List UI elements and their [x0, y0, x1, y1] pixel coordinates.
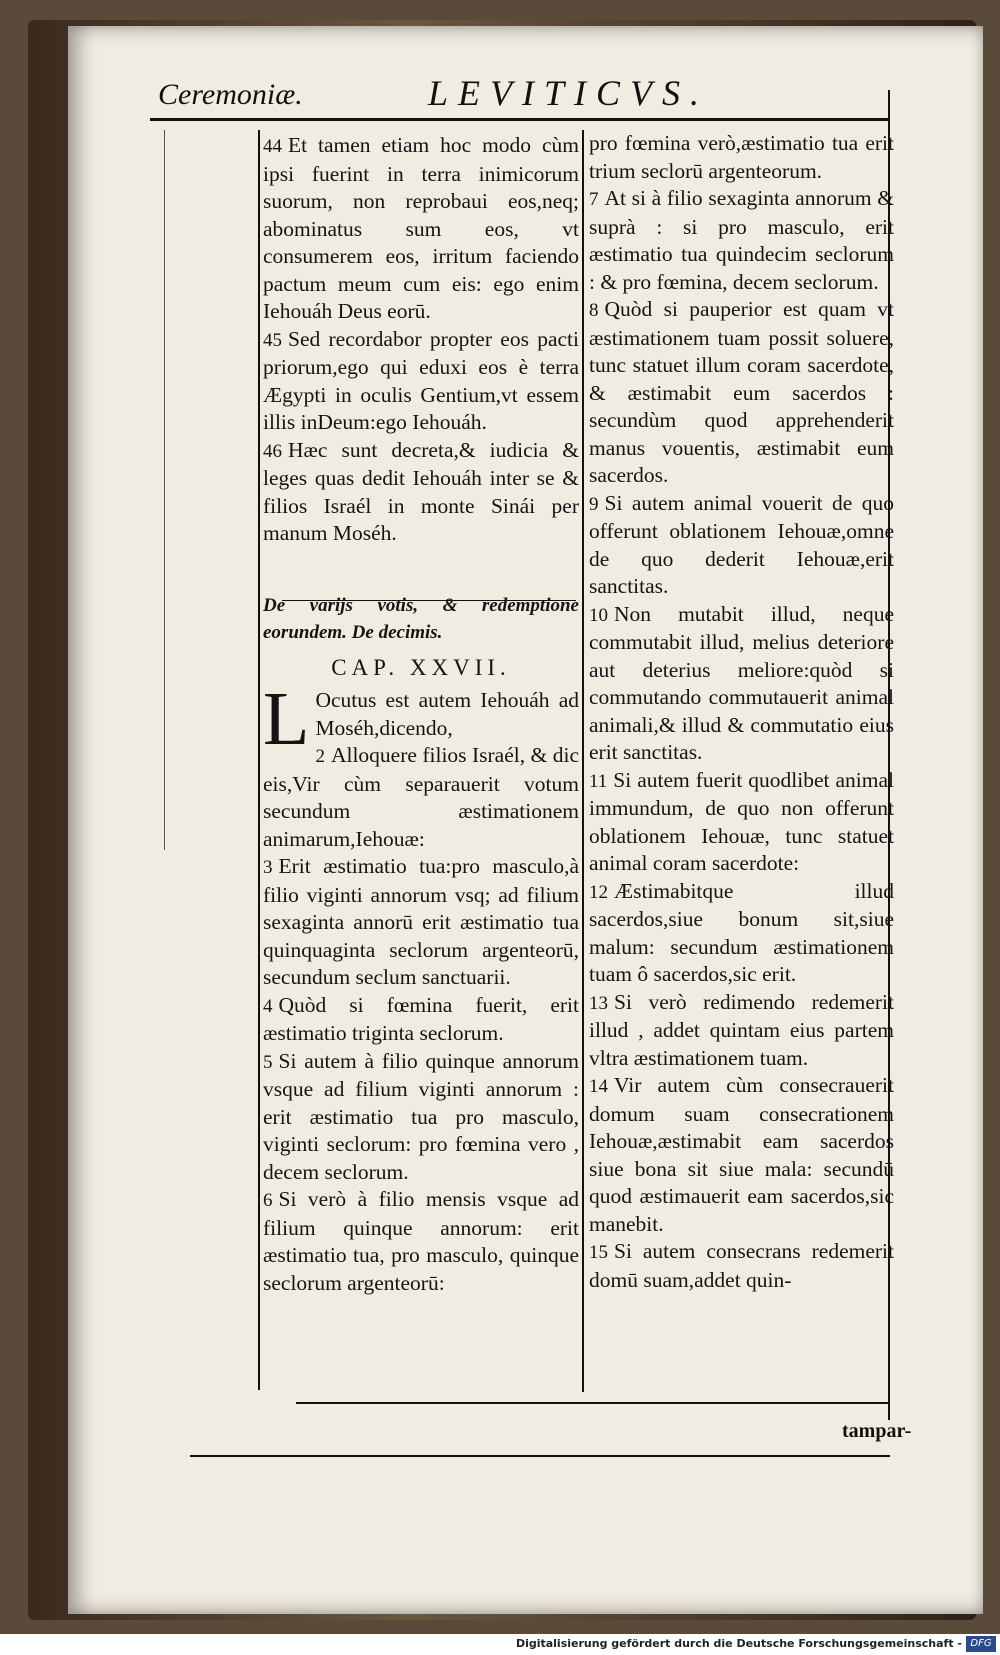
verse-number: 14	[589, 1076, 608, 1097]
verse-10	[589, 601, 894, 767]
running-head-left: Ceremoniæ.	[158, 78, 303, 111]
verse-text: Si autem fuerit quodlibet animal immundum, de quo non offerunt oblationem Iehouæ, tunc statuet animal coram sacerdote:	[589, 767, 894, 875]
verse-text: Si autem à filio quinque annorum vsque ad filium viginti annorum : erit æstimatio tua pro masculo, viginti seclorum: pro fœmina vero , decem seclorum.	[263, 1048, 579, 1184]
verse-number: 2	[315, 746, 325, 767]
verse-number: 6	[263, 1190, 273, 1211]
verse-number: 7	[589, 189, 599, 210]
verse-12	[589, 878, 894, 989]
verse-45	[263, 326, 579, 437]
verse-11	[589, 767, 894, 878]
verse-number: 5	[263, 1051, 273, 1073]
chapter-summary: De varijs votis, & redemptione eorundem. De decimis.	[263, 594, 579, 643]
verse-text: Si autem animal vouerit de quo offerunt oblationem Iehouæ,omne de quo dederit Iehouæ,erit sanctitas.	[589, 490, 894, 598]
dfg-logo-icon: DFG	[966, 1636, 996, 1652]
verse-text: Non mutabit illud, neque commutabit illud, melius deteriore aut deterius meliore:quòd si commutando commutauerit animal animali,& illud & commutatio eius erit sanctitas.	[589, 601, 894, 764]
verse-number: 45	[263, 329, 282, 351]
verse-1	[263, 677, 579, 761]
right-column	[589, 130, 894, 1294]
verse-9	[589, 490, 894, 601]
verse-text: Si autem consecrans redemerit domū suam,addet quin-	[589, 1239, 894, 1292]
verse-4	[263, 992, 579, 1048]
verse-number: 13	[589, 992, 608, 1014]
verse-15	[589, 1238, 894, 1294]
verse-13	[589, 989, 894, 1073]
digitization-footer	[0, 1634, 1000, 1655]
left-margin-rule	[164, 130, 165, 850]
verse-text: Erit æstimatio tua:pro masculo,à filio viginti annorum vsq; ad filium sexaginta annorū erit æstimatio tua quinquaginta seclorum argenteorū, secundum seclum sanctuarii.	[263, 854, 579, 989]
verse-text: Ocutus est autem Iehouáh ad Moséh,dicendo,	[315, 688, 579, 740]
verse-3	[263, 853, 579, 992]
verse-6-continued: pro fœmina verò,æstimatio tua erit trium seclorū argenteorum.	[589, 131, 894, 183]
verse-number: 8	[589, 300, 599, 321]
running-head-title: LEVITICVS.	[428, 73, 710, 113]
verse-number: 12	[589, 881, 608, 903]
drop-cap: L	[263, 677, 310, 761]
chapter-heading: CAP. XXVII.	[331, 654, 511, 680]
verse-text: Et tamen etiam hoc modo cùm ipsi fuerint in terra inimicorum suorum, non reprobaui eos,neq; abominatus sum eos, vt consumerem eos, irritum faciendo pactum meum cum eis: ego enim Iehouáh Deus eorū.	[263, 133, 579, 323]
verse-text: Quòd si fœmina fuerit, erit æstimatio triginta seclorum.	[263, 992, 579, 1045]
verse-text: Vir autem cùm consecrauerit domum suam consecrationem Iehouæ,æstimabit eam sacerdos siue bona sit siue mala: secundū quod æstimauerit eam sacerdos,sic manebit.	[589, 1073, 894, 1236]
verse-text: Hæc sunt decreta,& iudicia & leges quas dedit Iehouáh inter se & filios Israél in monte Sinái per manum Moséh.	[263, 437, 579, 545]
verse-number: 4	[263, 995, 273, 1017]
catchword: tampar-	[842, 1420, 912, 1442]
verse-46	[263, 437, 579, 548]
verse-number: 15	[589, 1242, 608, 1263]
funding-credit: Digitalisierung gefördert durch die Deutsche Forschungsgemeinschaft -	[515, 1637, 962, 1650]
bottom-rule	[296, 1402, 888, 1404]
verse-8	[589, 296, 894, 490]
verse-number: 9	[589, 493, 599, 515]
verse-text: Alloquere filios Israél, & dic eis,Vir cùm separauerit votum secundum æstimationem animarum,Iehouæ:	[263, 743, 579, 851]
verse-44	[263, 132, 579, 326]
verse-2	[263, 742, 579, 853]
verse-number: 46	[263, 440, 282, 462]
verse-text: At si à filio sexaginta annorum & suprà : si pro masculo, erit æstimatio tua quindecim seclorum : & pro fœmina, decem seclorum.	[589, 186, 894, 294]
verse-text: Sed recordabor propter eos pacti priorum,ego qui eduxi eos è terra Ægypti in oculis Gentium,vt essem illis inDeum:ego Iehouáh.	[263, 326, 579, 434]
verse-6	[263, 1186, 579, 1297]
verse-number: 11	[589, 770, 608, 792]
verse-text: Si verò redimendo redemerit illud , addet quintam eius partem vltra æstimationem tuam.	[589, 989, 894, 1070]
header-rule	[150, 118, 890, 121]
left-column	[263, 132, 579, 1297]
verse-text: Quòd si pauperior est quam vt æstimationem tuam possit soluere, tunc statuet illum coram sacerdote, & æstimabit eum sacerdos : secundùm quod apprehenderit manus vouentis, æstimabit eum sacerdos.	[589, 297, 894, 487]
verse-text: Æstimabitque illud sacerdos,siue bonum sit,siue malum: secundum æstimationem tuam ô sacerdos,sic erit.	[589, 878, 894, 986]
footer-rule	[190, 1455, 890, 1457]
verse-number: 10	[589, 604, 608, 626]
column-divider	[582, 130, 584, 1392]
verse-5	[263, 1048, 579, 1187]
verse-14	[589, 1072, 894, 1238]
verse-number: 3	[263, 857, 273, 878]
verse-number: 44	[263, 136, 282, 157]
verse-7	[589, 185, 894, 296]
verse-text: Si verò à filio mensis vsque ad filium quinque annorum: erit æstimatio tua, pro masculo, quinque seclorum argenteorū:	[263, 1187, 579, 1295]
left-column-rule	[258, 130, 260, 1390]
